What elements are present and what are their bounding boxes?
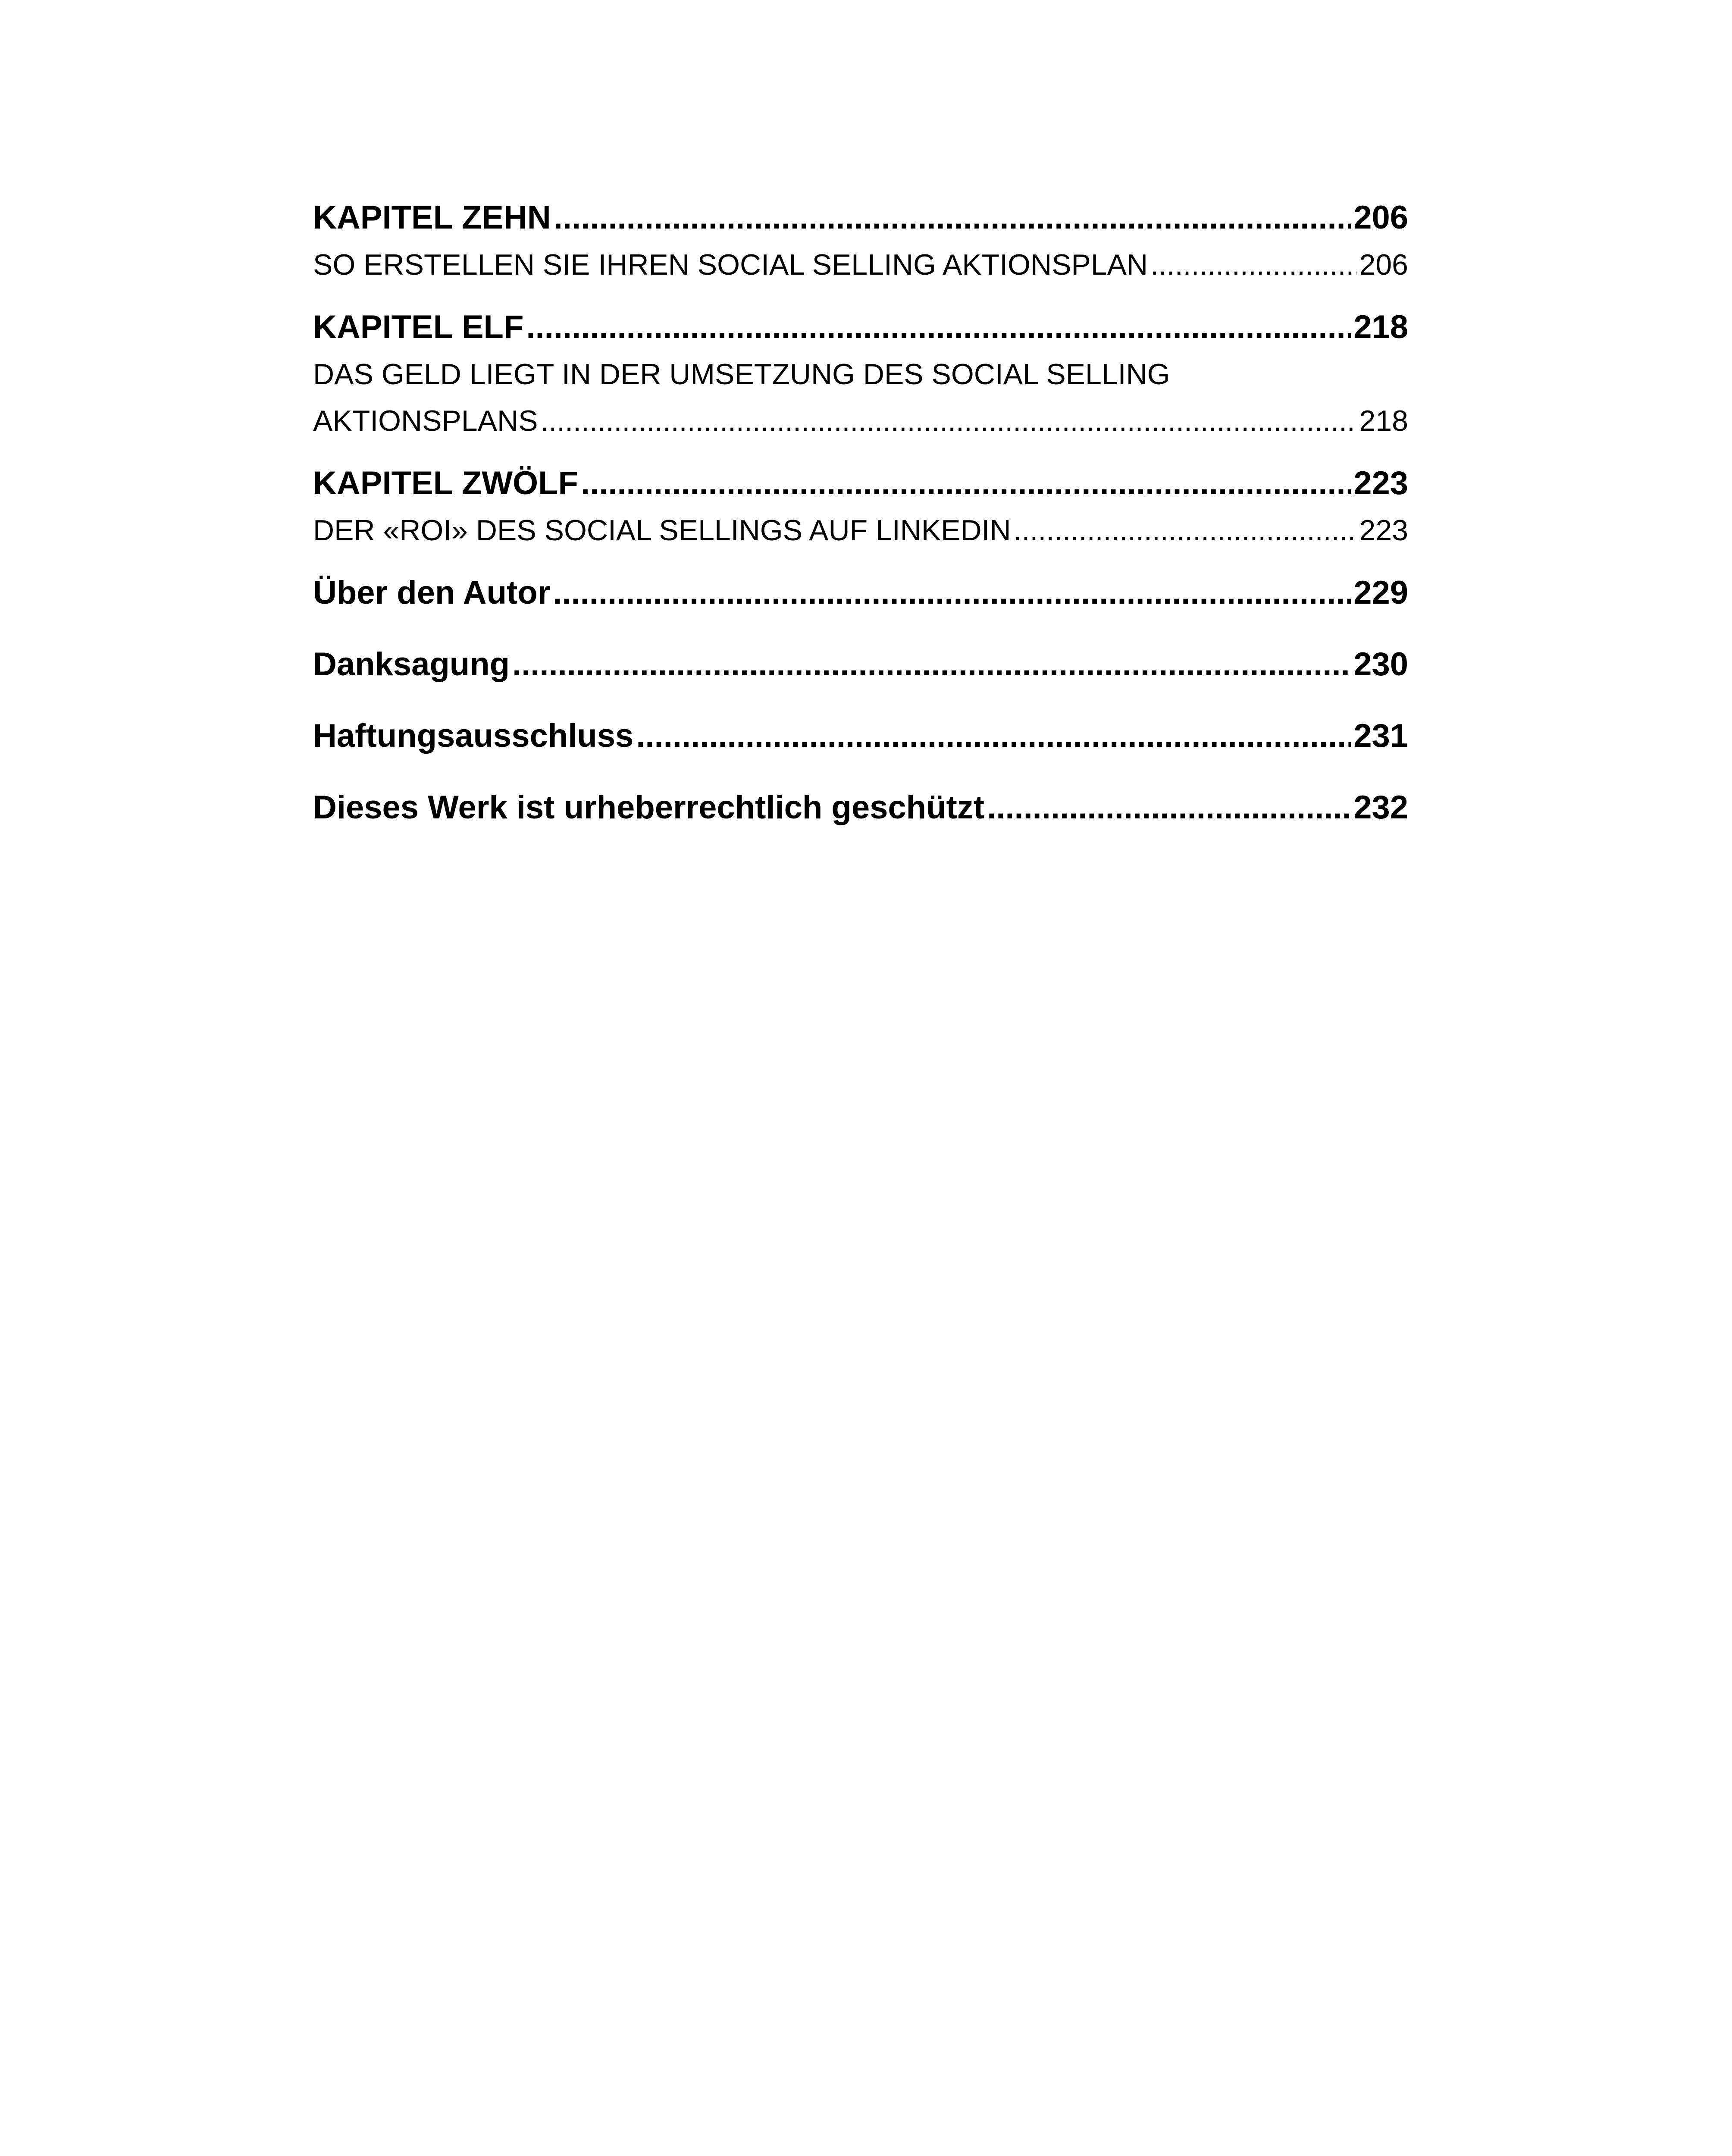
table-of-contents — [313, 194, 1408, 831]
toc-entry-kapitel-elf[interactable] — [313, 304, 1408, 351]
toc-entry-page: 231 — [1353, 718, 1408, 754]
dot-leader — [553, 569, 1351, 617]
toc-entry-page: 218 — [1359, 404, 1408, 437]
dot-leader — [636, 712, 1351, 760]
toc-entry-page: 218 — [1353, 309, 1408, 345]
toc-entry-title-line1[interactable]: DAS GELD LIEGT IN DER UMSETZUNG DES SOCIAL SELLING — [313, 358, 1170, 391]
toc-entry-page: 223 — [1359, 514, 1408, 547]
dot-leader — [1014, 507, 1357, 554]
toc-entry-title: AKTIONSPLANS — [313, 404, 538, 437]
toc-entry-page: 230 — [1353, 646, 1408, 683]
dot-leader — [581, 460, 1351, 507]
toc-entry-urheberrecht[interactable] — [313, 784, 1408, 831]
toc-entry-title: DER «ROI» DES SOCIAL SELLINGS AUF LINKEDIN — [313, 514, 1011, 547]
toc-entry-page: 206 — [1353, 199, 1408, 236]
toc-entry-page: 229 — [1353, 574, 1408, 611]
toc-entry-aktionsplan[interactable] — [313, 241, 1408, 288]
toc-entry-title: Dieses Werk ist urheberrechtlich geschützt — [313, 789, 985, 826]
toc-entry-page: 206 — [1359, 248, 1408, 281]
toc-entry-page: 223 — [1353, 465, 1408, 501]
dot-leader — [554, 194, 1351, 241]
toc-entry-title: KAPITEL ELF — [313, 309, 524, 345]
toc-entry-title: KAPITEL ZWÖLF — [313, 465, 578, 501]
toc-entry-kapitel-zwoelf[interactable] — [313, 460, 1408, 507]
toc-entry-title: SO ERSTELLEN SIE IHREN SOCIAL SELLING AKTIONSPLAN — [313, 248, 1148, 281]
toc-entry-kapitel-zehn[interactable] — [313, 194, 1408, 241]
toc-entry-title: Danksagung — [313, 646, 510, 683]
dot-leader — [512, 641, 1351, 688]
toc-entry-title: KAPITEL ZEHN — [313, 199, 551, 236]
toc-entry-title: Haftungsausschluss — [313, 718, 634, 754]
toc-entry-roi[interactable] — [313, 507, 1408, 554]
dot-leader — [541, 398, 1357, 444]
toc-entry-page: 232 — [1353, 789, 1408, 826]
dot-leader — [526, 304, 1351, 351]
dot-leader — [987, 784, 1351, 831]
toc-entry-haftungsausschluss[interactable] — [313, 712, 1408, 760]
dot-leader — [1150, 241, 1356, 288]
toc-entry-danksagung[interactable] — [313, 641, 1408, 688]
toc-entry-umsetzung[interactable] — [313, 398, 1408, 444]
toc-entry-title: Über den Autor — [313, 574, 551, 611]
toc-entry-ueber-den-autor[interactable] — [313, 569, 1408, 617]
